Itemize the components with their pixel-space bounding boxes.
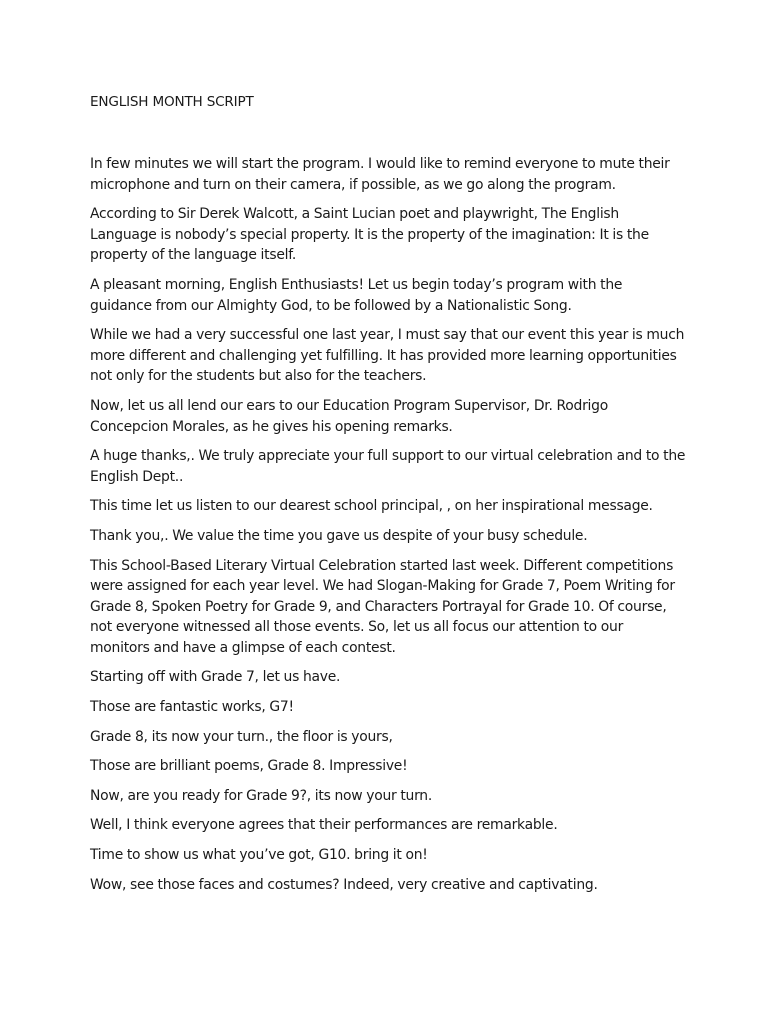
paragraph-grade9-praise: Well, I think everyone agrees that their performances are remarkable. [90, 817, 558, 834]
paragraph-grade10-praise: Wow, see those faces and costumes? Indeed, very creative and captivating. [90, 876, 598, 893]
paragraph-walcott-quote: According to Sir Derek Walcott, a Saint Lucian poet and playwright, The English Language is nobody’s special property. It is the property of the imagination: It is the property of the language itself. [90, 206, 649, 264]
paragraph-grade8-praise: Those are brilliant poems, Grade 8. Impressive! [90, 758, 408, 775]
paragraph-mute-reminder: In few minutes we will start the program. I would like to remind everyone to mute their microphone and turn on their camera, if possible, as we go along the program. [90, 156, 670, 193]
paragraph-event-intro: While we had a very successful one last year, I must say that our event this year is much more different and challenging yet fulfilling. It has provided more learning opportunities not only for the students but also for the teachers. [90, 327, 685, 385]
paragraph-principal-intro: This time let us listen to our dearest school principal, , on her inspirational message. [90, 498, 653, 515]
paragraph-grade8: Grade 8, its now your turn., the floor is yours, [90, 728, 393, 745]
document-title: ENGLISH MONTH SCRIPT [90, 94, 254, 110]
paragraph-grade10: Time to show us what you’ve got, G10. bring it on! [90, 847, 428, 864]
paragraph-grade7-praise: Those are fantastic works, G7! [90, 699, 294, 716]
paragraph-thanks-supervisor: A huge thanks,. We truly appreciate your full support to our virtual celebration and to the English Dept.. [90, 448, 686, 485]
paragraph-thanks-principal: Thank you,. We value the time you gave us despite of your busy schedule. [90, 527, 588, 544]
paragraph-grade7: Starting off with Grade 7, let us have. [90, 669, 341, 686]
paragraph-grade9: Now, are you ready for Grade 9?, its now your turn. [90, 787, 433, 804]
paragraph-greeting: A pleasant morning, English Enthusiasts! Let us begin today’s program with the guidance from our Almighty God, to be followed by a Nationalistic Song. [90, 276, 623, 314]
paragraph-supervisor-remarks: Now, let us all lend our ears to our Education Program Supervisor, Dr. Rodrigo Concepcion Morales, as he gives his opening remarks. [90, 397, 608, 435]
document-body [90, 154, 686, 904]
paragraph-competitions: This School-Based Literary Virtual Celebration started last week. Different competitions were assigned for each year level. We had Slogan-Making for Grade 7, Poem Writing for Grade 8, Spoken Poetry for Grade 9, and Characters Portrayal for Grade 10. Of course, not everyone witnessed all those events. So, let us all focus our attention to our monitors and have a glimpse of each contest. [90, 557, 675, 656]
